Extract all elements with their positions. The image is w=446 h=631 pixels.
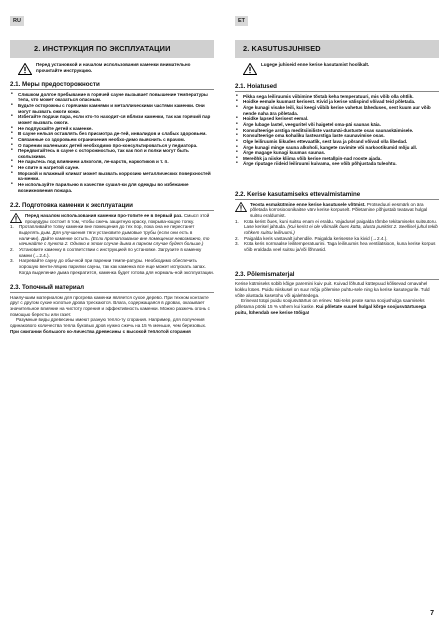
step-item: 3. Нагревайте сауну до обычной при парении темпе-ратуры. Необходимо обеспечить хорошую венти-ляцию парилки сауны, так как каменка все еще может испускать запах. Когда выделение дыма прекратится, каменка будет готова для нормаль-ной эксплуатации. (10, 258, 214, 275)
list-item: • О парении маленьких детей необходимо про-консультироваться у педиатора. (10, 143, 214, 149)
list-item: • Mereõhk ja niiske kliima võib kerise metallpin-nad rooste ajada. (235, 156, 439, 162)
list-item: • Ärge kunagi minge sauna alkoholi, kangete ravimite või narkootikumid mõju all. (235, 145, 439, 151)
divider (235, 279, 439, 280)
subsection-title: 2.3. Топочный материал (10, 284, 85, 292)
list-item: • Передвигайтесь в сауне с осторожностью, так как пол и полки могут быть скользкими. (10, 148, 214, 159)
subsection-title: 2.1. Hoiatused (235, 83, 277, 90)
divider (10, 89, 214, 90)
paragraph: Разумные виды древесины имеют разную тепло-ту сгорания. Например, для получения одинакового количества тепла буковых дров нужно сжечь на 15 % меньше, чем березовых. При сжигании большого ко-личества древесины с высокой теплотой сгорания (10, 317, 207, 334)
inline-warning-text: Перед началом использования каменки про-топите ее в первый раз. (25, 213, 183, 218)
column-et (235, 40, 439, 315)
warning-text: Lugege juhiseid enne kerise kasutamist hoolikalt. (261, 62, 370, 67)
step-item: 2. Paigalda keris vastavalt juhendile. Paigalda kerisesse ka kivid (→2.4.). (235, 235, 388, 241)
paragraph: Kerise kütmiseks sobib kõige paremini kuiv puit. Kuivad lõhutud küttepuud kõlisevad omavahel kokku lüües. Puidu niiskusel on suur mõju põlemise puhtu-sele ning ka kerise kasutegurile. Tuld võite alustada kasetohu või ajalehtedega. (235, 281, 430, 298)
step-item: 2. Установите каменку в соответствии с инструкцией по установке. Загрузите в каменку камни (→2.4.). (10, 246, 202, 258)
subsection-title: 2.2. Подготовка каменки к эксплуатации (10, 202, 133, 210)
list-item: • Hoidke lapsed kerisest eemal. (235, 116, 439, 122)
list-item: • Olge leiliruumis liikudes ettevaatlik, sest lava ja põrand võivad olla libedad. (235, 139, 439, 145)
warning-box-ru (10, 62, 214, 75)
list-item: • Слишком долгое пребывание в горячей сауне вызывает повышение температуры тела, что может оказаться опасным. (10, 92, 214, 103)
subsection-title: 2.3. Põlemismaterjal (235, 270, 295, 278)
list-item: • Ärge lubage lastel, veeguritel või haigetel oma-päi saunas käia. (235, 122, 439, 128)
precautions-list-et (235, 94, 439, 168)
paragraph (235, 202, 439, 219)
language-tag-ru: RU (10, 16, 24, 26)
section-title-ru: 2. ИНСТРУКЦИЯ ПО ЭКСПЛУАТАЦИИ (10, 40, 214, 58)
paragraph: Наилучшим материалом для прогрева каменки является сухое дерево. При техном контакте друг с другом сухие колотые дрова трескаются. Влага, содержащаяся в дровах, оказывает значительное влияние на чистоту горения и эффективность каменки. Можно разжечь огонь с помощью бересты или газет. (10, 294, 210, 317)
list-item: • Konsulteerige arstiga meditsiiniliste vastunäi-dustuste osas saunaskäimisele. (235, 128, 439, 134)
list-item: • Не подпускайте детей к каменке. (10, 126, 214, 132)
list-item: • Не спите в нагретой сауне. (10, 165, 214, 171)
section-title-et: 2. KASUTUSJUHISED (235, 40, 439, 58)
step-item: 1. Küta kerist õues, kuni suitsu enam ei eraldu. Vajadusel paigalda tõmbe tekitamiseks suitsutoru. Lase kerisel jahtuda. (Kui kerist ei ole võimalik õues kütta, alusta punktist 2. Seellisel juhul tekib rohkem suitsu leiliruumi.) (235, 218, 438, 235)
language-tag-et: ET (235, 16, 248, 26)
list-item: • Не используйте парильню в качестве сушил-ки для одежды во избежание возникновения пожара. (10, 182, 214, 193)
step-item: 3. Küta keris normaalse leilitemperatuurini. Taga leiliruumis hea ventilatsioon, kuna kerise korpus võib eraldada veel suitsu ja/või lõhnasid. (235, 241, 436, 252)
list-item: • Ärge magage kunagi kuumas saunas. (235, 150, 439, 156)
inline-warning (235, 202, 439, 219)
inline-warning-text: Teosta esmakütmine enne kerise kasutusele võtmist. (250, 201, 366, 207)
warning-triangle-icon (10, 213, 22, 223)
divider (10, 210, 214, 211)
steps-list-ru (10, 224, 214, 275)
paragraph: Erinevat tüüpi puidu soojusväärtus on erinev. Näi-teks peate sama soojushulga saamiseks põletama pööki 15 % vähem kui kaske. Kui põletate suurel hulgal kõrge soojusväärtusega puitu, lühendab see kerise töõiga! (235, 298, 427, 315)
list-item: • Konsulteerige oma kohaliku lastearstiga laste saunavimise osas. (235, 133, 439, 139)
divider (235, 199, 439, 200)
warning-text: Перед установкой и началом использования каменки внимательно прочитайте инструкцию. (36, 62, 191, 73)
paragraph-text: Protseduuri eesmärk on ära põletada korrosiooonikaitse värv kerise korpuselt. Põletamine põhjustab teatavat hulgal suitsu eraldumist. (250, 201, 428, 219)
divider (10, 292, 214, 293)
subsection-title: 2.2. Kerise kasutamiseks ettevalmistamine (235, 191, 361, 199)
paragraph (10, 213, 214, 224)
step-item: 1. Протапливайте топку каменки вне помещения до тех пор, пока она не перестанет выделять дым. Для улучшения тяги установите дымовые трубы (если они есть в наличии). Дайте каменке остыть. (Если протапливание вне помещения невозможно, то начинайте с пункта 2. Однако в этом случае дыма в парном случае будет больше.) (10, 224, 210, 247)
column-ru (10, 40, 214, 334)
divider (235, 91, 439, 92)
list-item: • Связанные со здоровьем ограничения необхо-димо выяснить с врачом. (10, 137, 214, 143)
inline-warning (10, 213, 214, 224)
list-item: • Будьте осторожны с горячими камнями и металлическими частями каменки. Они могут вызвать ожоги кожи. (10, 103, 214, 114)
list-item: • В сауне нельзя оставлять без присмотра де-тей, инвалидов и слабых здоровьем. (10, 131, 214, 137)
warning-triangle-icon (18, 63, 32, 75)
list-item: • Не парьтесь под влиянием алкоголя, ле-карств, наркотиков и т. п. (10, 159, 214, 165)
steps-list-et (235, 219, 439, 253)
precautions-list-ru (10, 92, 214, 194)
subsection-title: 2.1. Меры предосторожности (10, 81, 100, 88)
warning-triangle-icon (243, 63, 257, 75)
paragraph-text: Смысл этой процедуры состоит в том, чтобы сжечь защитную краску, покрыва-ющую топку. (25, 213, 210, 224)
page-number: 7 (430, 610, 434, 617)
list-item: • Морской и влажный климат может вызвать коррозию металлических поверхностей ка-менки. (10, 171, 214, 182)
list-item: • Ärge riputage riideid leiliruumi kuivama, see võib põhjustada tuleohtu. (235, 161, 439, 167)
warning-box-et (235, 62, 439, 75)
list-item: • Hoidke eemale kuumast kerisest. Kivid ja kerise välispind võivad teid põletada. (235, 99, 439, 105)
list-item: • Ärge kunagi visake leili, kui keegi viibib kerise vahetus läheduses, sest kuum aur võib nende naha ära põletada. (235, 105, 439, 116)
warning-triangle-icon (235, 202, 247, 212)
list-item: • Избегайте подачи пара, если кто-то находит-ся вблизи каменки, так как горячий пар может вызвать ожоги. (10, 114, 214, 125)
list-item: • Pikka sega leiliruumis viibimine tõstab keha temperatuuri, mis võib olla ohtlik. (235, 94, 439, 100)
